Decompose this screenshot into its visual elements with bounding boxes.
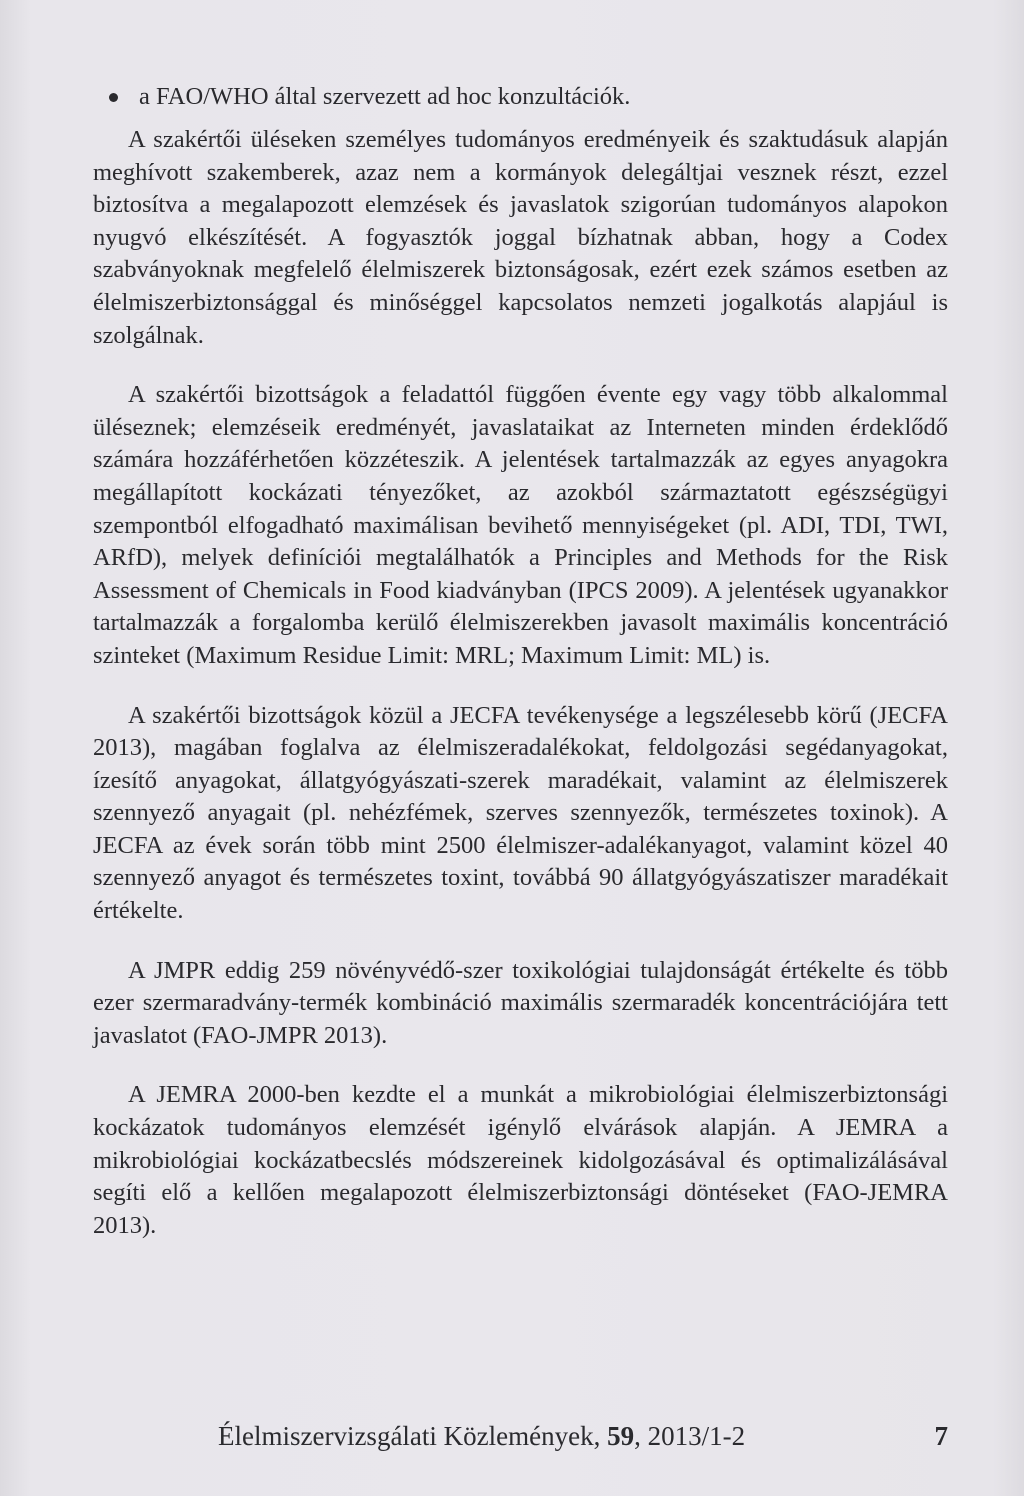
- page-body: [93, 80, 948, 1269]
- bullet-text: a FAO/WHO által szervezett ad hoc konzultációk.: [139, 83, 631, 110]
- paragraph-expert-meetings: A szakértői üléseken személyes tudományos eredményeik és szaktudásuk alapján meghívott szakemberek, azaz nem a kormányok delegáltjai vesznek részt, ezzel biztosítva a megalapozott elemzések és javaslatok szigorúan tudományos alapokon nyugvó elkészítését. A fogyasztók joggal bízhatnak abban, hogy a Codex szabványoknak megfelelő élelmiszerek biztonságosak, ezért ezek számos esetben az élelmiszerbiztonsággal és minőséggel kapcsolatos nemzeti jogalkotás alapjául is szolgálnak.: [93, 126, 948, 349]
- paragraph-jmpr: A JMPR eddig 259 növényvédő-szer toxikológiai tulajdonságát értékelte és több ezer szermaradvány-termék kombináció maximális szermaradék koncentrációjára tett javaslatot (FAO-JMPR 2013).: [93, 956, 948, 1049]
- footer-volume: 59: [607, 1421, 635, 1451]
- paragraph-jemra: A JEMRA 2000-ben kezdte el a munkát a mikrobiológiai élelmiszerbiztonsági kockázatok tudományos elemzését igénylő elvárások alapján. A JEMRA a mikrobiológiai kockázatbecslés módszereinek kidolgozásával és optimalizálásával segíti elő a kellően megalapozott élelmiszerbiztonsági döntéseket (FAO-JEMRA 2013).: [93, 1081, 948, 1239]
- page-number: 7: [934, 1421, 948, 1451]
- footer-citation: [218, 1418, 745, 1454]
- footer-journal-name: Élelmiszervizsgálati Közlemények,: [218, 1421, 608, 1451]
- paragraph-jecfa: A szakértői bizottságok közül a JECFA tevékenysége a legszélesebb körű (JECFA 2013), magában foglalva az élelmiszeradalékokat, feldolgozási segédanyagokat, ízesítő anyagokat, állatgyógyászati-szerek maradékait, valamint az élelmiszerek szennyező anyagait (pl. nehézfémek, szerves szennyezők, természetes toxinok). A JECFA az évek során több mint 2500 élelmiszer-adalékanyagot, valamint közel 40 szennyező anyagot és természetes toxint, továbbá 90 állatgyógyászatiszer maradékait értékelte.: [93, 701, 948, 925]
- bullet-icon: [109, 93, 118, 102]
- paragraph-committee-reports: A szakértői bizottságok a feladattól függően évente egy vagy több alkalommal üléseznek; elemzéseik eredményét, javaslataikat az Interneten minden érdeklődő számára hozzáférhetően közzéteszik. A jelentések tartalmazzák az egyes anyagokra megállapított kockázati tényezőket, az azokból származtatott egészségügyi szempontból elfogadható maximálisan bevihető mennyiségeket (pl. ADI, TDI, TWI, ARfD), melyek definíciói megtalálhatók a Principles and Methods for the Risk Assessment of Chemicals in Food kiadványban (IPCS 2009). A jelentések ugyanakkor tartalmazzák a forgalomba kerülő élelmiszerekben javasolt maximális koncentráció szinteket (Maximum Residue Limit: MRL; Maximum Limit: ML) is.: [93, 381, 948, 669]
- bullet-list-item: [93, 80, 948, 113]
- footer-issue: , 2013/1-2: [634, 1421, 746, 1451]
